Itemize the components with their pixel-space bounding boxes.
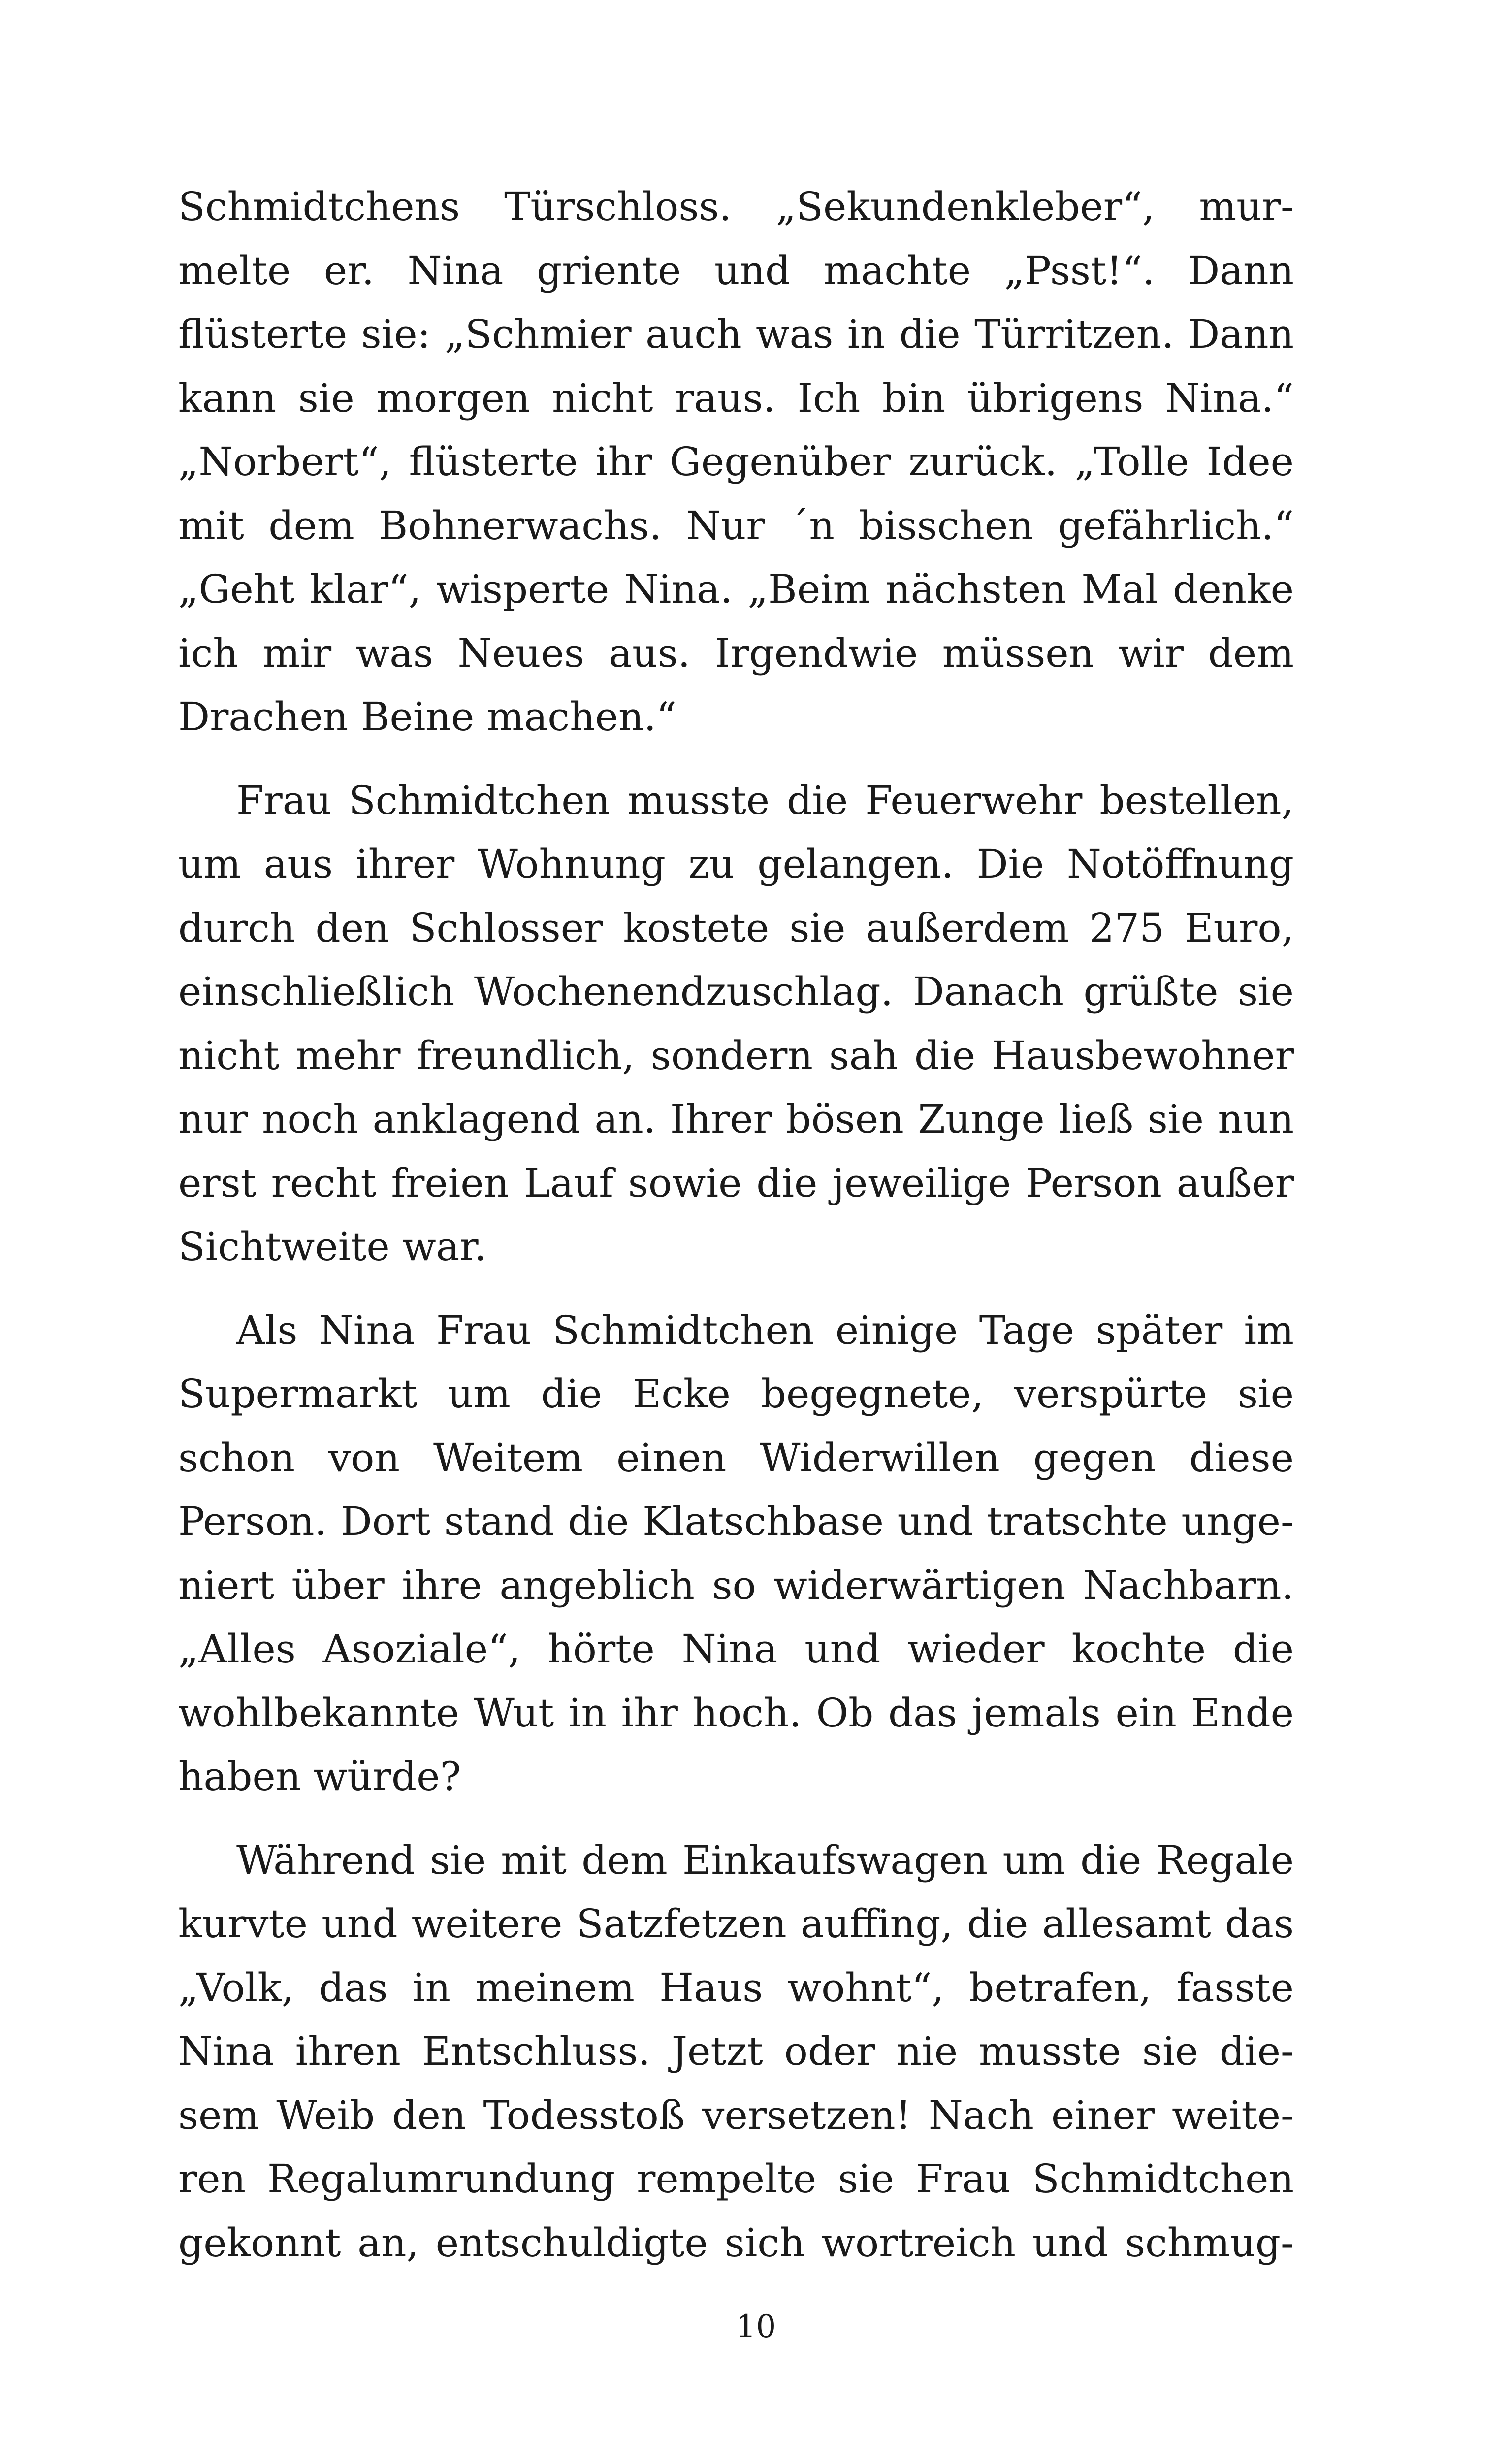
text-line: Drachen Beine machen.“ (178, 694, 676, 740)
text-line: schon von Weitem einen Widerwillen gegen diese (178, 1434, 1294, 1481)
text-line: „Volk, das in meinem Haus wohnt“, betrafen, fasste (178, 1964, 1294, 2011)
text-line: „Norbert“, flüsterte ihr Gegenüber zurück. „Tolle Idee (178, 439, 1294, 485)
text-line: haben würde? (178, 1754, 461, 1799)
text-line: durch den Schlosser kostete sie außerdem 275 Euro, (178, 905, 1294, 951)
text-line: sem Weib den Todesstoß versetzen! Nach einer weite- (178, 2092, 1294, 2138)
text-line: wohlbekannte Wut in ihr hoch. Ob das jemals ein Ende (178, 1690, 1294, 1736)
text-line: ren Regalumrundung rempelte sie Frau Schmidtchen (178, 2156, 1294, 2202)
text-line: Person. Dort stand die Klatschbase und tratschte unge- (178, 1498, 1294, 1544)
body-text (178, 175, 1294, 2294)
paragraph (178, 1299, 1294, 1809)
text-line: kurvte und weitere Satzfetzen auffing, die allesamt das (178, 1901, 1294, 1947)
text-line: nicht mehr freundlich, sondern sah die Hausbewohner (178, 1032, 1294, 1078)
text-line: mit dem Bohnerwachs. Nur ´n bisschen gefährlich.“ (178, 502, 1294, 549)
text-line: Als Nina Frau Schmidtchen einige Tage später im (236, 1307, 1294, 1353)
text-line: Schmidtchens Türschloss. „Sekundenkleber“, mur- (178, 184, 1294, 229)
text-line: gekonnt an, entschuldigte sich wortreich und schmug- (178, 2219, 1294, 2266)
text-line: einschließlich Wochenendzuschlag. Danach grüßte sie (178, 969, 1294, 1014)
text-line: kann sie morgen nicht raus. Ich bin übrigens Nina.“ (178, 375, 1294, 421)
text-line: Nina ihren Entschluss. Jetzt oder nie musste sie die- (178, 2028, 1294, 2074)
text-line: „Alles Asoziale“, hörte Nina und wieder kochte die (178, 1626, 1294, 1672)
text-line: „Geht klar“, wisperte Nina. „Beim nächsten Mal denke (178, 566, 1294, 612)
text-line: Frau Schmidtchen musste die Feuerwehr bestellen, (236, 777, 1294, 823)
text-line: Supermarkt um die Ecke begegnete, verspürte sie (178, 1371, 1294, 1417)
paragraph (178, 175, 1294, 749)
text-line: nur noch anklagend an. Ihrer bösen Zunge ließ sie nun (178, 1096, 1294, 1142)
page-number: 10 (736, 2309, 776, 2345)
text-line: Während sie mit dem Einkaufswagen um die Regale (236, 1837, 1294, 1883)
text-line: erst recht freien Lauf sowie die jeweilige Person außer (178, 1160, 1294, 1206)
text-line: Sichtweite war. (178, 1224, 487, 1270)
paragraph (178, 769, 1294, 1279)
text-line: melte er. Nina griente und machte „Psst!“. Dann (178, 247, 1294, 293)
paragraph (178, 1828, 1294, 2275)
text-line: um aus ihrer Wohnung zu gelangen. Die Notöffnung (178, 841, 1294, 887)
text-line: flüsterte sie: „Schmier auch was in die Türritzen. Dann (178, 311, 1294, 357)
text-line: niert über ihre angeblich so widerwärtigen Nachbarn. (178, 1562, 1294, 1608)
text-line: ich mir was Neues aus. Irgendwie müssen wir dem (178, 630, 1294, 676)
